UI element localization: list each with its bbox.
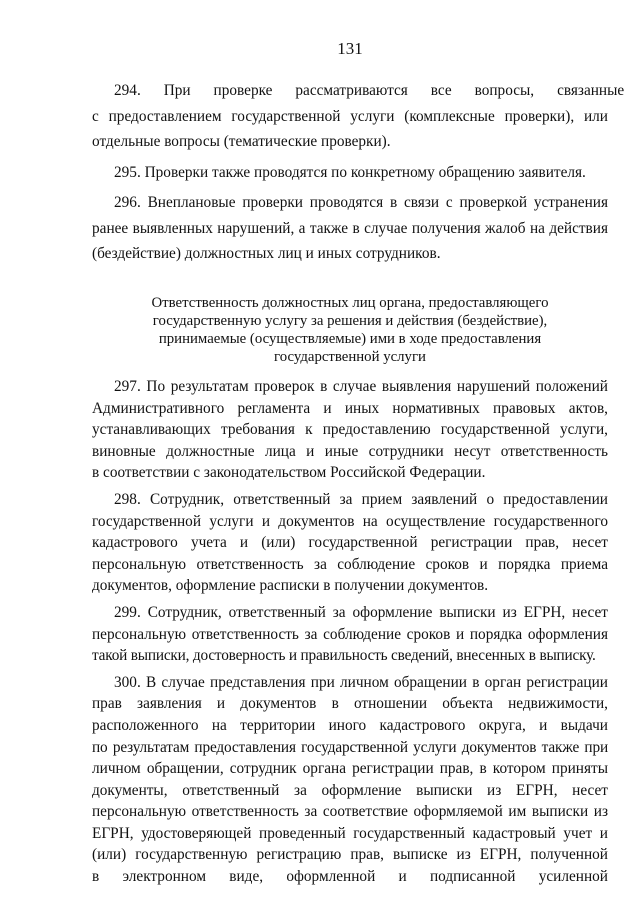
paragraph-line: 298. Сотрудник, ответственный за прием заявлений о предоставлении bbox=[114, 490, 608, 508]
heading-line: государственную услугу за решения и действия (бездействие), bbox=[152, 313, 548, 329]
heading-line: Ответственность должностных лиц органа, предоставляющего bbox=[151, 295, 549, 311]
paragraph-line: 299. Сотрудник, ответственный за оформление выписки из ЕГРН, несет bbox=[114, 603, 608, 621]
heading-line: государственной услуги bbox=[274, 349, 426, 365]
paragraph-line: с предоставлением государственной услуги (комплексные проверки), или bbox=[92, 107, 608, 125]
paragraph-line: кадастрового учета и (или) государственной регистрации прав, несет bbox=[92, 534, 608, 552]
paragraph-297 bbox=[92, 376, 608, 484]
paragraph-line: расположенного на территории иного кадастрового округа, и выдачи bbox=[92, 716, 608, 734]
paragraph-line: персональную ответственность за соблюдение сроков и порядка оформления bbox=[92, 625, 608, 643]
paragraph-line: персональную ответственность за соблюдение сроков и порядка приема bbox=[92, 555, 608, 573]
paragraph-line: виновные должностные лица и иные сотрудники несут ответственность bbox=[92, 442, 608, 460]
paragraph-line: устанавливающих требования к предоставлению государственной услуги, bbox=[92, 421, 608, 439]
paragraph-line: Административного регламента и иных нормативных правовых актов, bbox=[92, 399, 608, 417]
paragraph-line: персональную ответственность за соответствие оформляемой им выписки из bbox=[92, 803, 608, 821]
paragraph-line: отдельные вопросы (тематические проверки). bbox=[92, 133, 391, 150]
paragraph-line: по результатам предоставления государственной услуги документов также при bbox=[92, 738, 608, 756]
paragraph-line: (или) государственную регистрацию прав, выписке из ЕГРН, полученной bbox=[92, 846, 608, 864]
paragraph-299 bbox=[92, 602, 608, 667]
paragraph-line: личном обращении, сотрудник органа регистрации прав, в котором приняты bbox=[92, 760, 608, 778]
paragraph-295 bbox=[92, 160, 608, 186]
paragraph-line: (бездействие) должностных лиц и иных сотрудников. bbox=[92, 245, 441, 262]
paragraph-line: 297. По результатам проверок в случае выявления нарушений положений bbox=[114, 378, 608, 395]
paragraph-line: 295. Проверки также проводятся по конкретному обращению заявителя. bbox=[114, 163, 586, 181]
page-number: 131 bbox=[337, 39, 363, 58]
paragraph-line: государственной услуги и документов на осуществление государственного bbox=[92, 512, 608, 530]
paragraph-line: 300. В случае представления при личном обращении в орган регистрации bbox=[114, 673, 608, 691]
paragraph-line: документов, оформление расписки в получении документов. bbox=[92, 577, 489, 595]
paragraph-294 bbox=[92, 78, 625, 155]
heading-line: принимаемые (осуществляемые) ими в ходе предоставления bbox=[158, 331, 542, 347]
paragraph-line: прав заявления и документов в отношении объекта недвижимости, bbox=[92, 695, 608, 713]
paragraph-line: ЕГРН, удостоверяющей проведенный государственный кадастровый учет и bbox=[92, 824, 608, 842]
paragraph-300 bbox=[92, 672, 608, 888]
paragraph-line: документы, ответственный за оформление выписки из ЕГРН, несет bbox=[92, 781, 608, 799]
paragraph-line: 296. Внеплановые проверки проводятся в связи с проверкой устранения bbox=[114, 194, 608, 211]
paragraph-line: такой выписки, достоверность и правильность сведений, внесенных в выписку. bbox=[92, 647, 596, 665]
section-heading bbox=[132, 294, 568, 366]
paragraph-line: 294. При проверке рассматриваются все вопросы, связанные bbox=[114, 82, 625, 99]
paragraph-296 bbox=[92, 190, 608, 267]
section-paragraphs-bottom bbox=[92, 376, 608, 888]
paragraph-line: ранее выявленных нарушений, а также в случае получения жалоб на действия bbox=[92, 219, 608, 237]
paragraph-298 bbox=[92, 489, 608, 597]
section-paragraphs-top bbox=[92, 78, 625, 267]
paragraph-line: в соответствии с законодательством Российской Федерации. bbox=[92, 464, 486, 482]
paragraph-line: в электронном виде, оформленной и подписанной усиленной bbox=[92, 868, 608, 886]
